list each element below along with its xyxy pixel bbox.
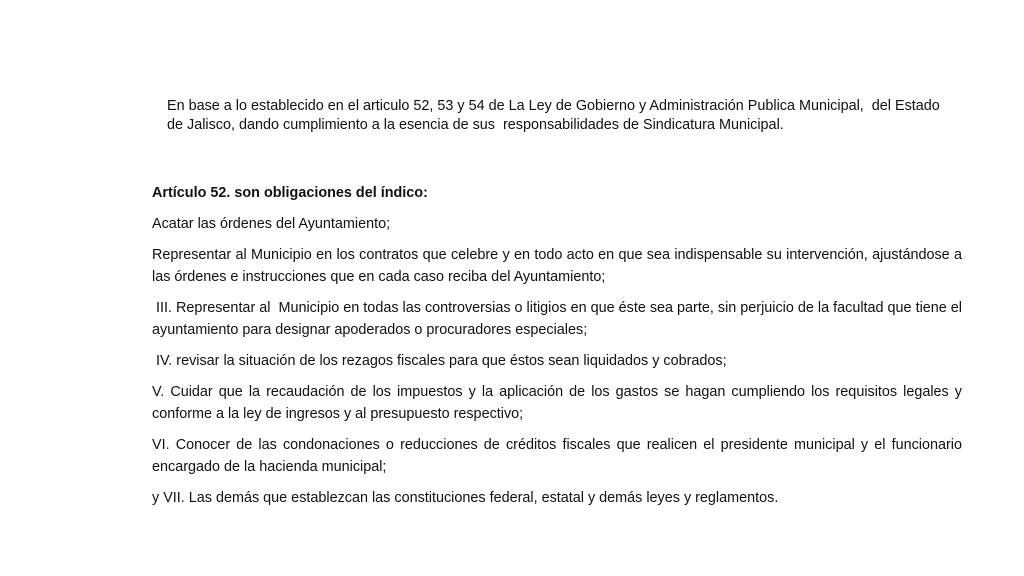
article-paragraph: y VII. Las demás que establezcan las constituciones federal, estatal y demás leyes y reglamentos. — [152, 490, 779, 506]
article-paragraph: Representar al Municipio en los contratos que celebre y en todo acto en que sea indispensable su intervención, ajustándose a las órdenes e instrucciones que en cada caso reciba del Ayuntamiento; — [152, 247, 966, 285]
article-paragraph: VI. Conocer de las condonaciones o reducciones de créditos fiscales que realicen el presidente municipal y el funcionario encargado de la hacienda municipal; — [152, 437, 966, 475]
intro-paragraph: En base a lo establecido en el articulo 52, 53 y 54 de La Ley de Gobierno y Administración Publica Municipal, del Estado de Jalisco, dando cumplimiento a la esencia de sus responsabilidades de Sindicatura Municipal. — [167, 98, 944, 133]
article-paragraph: IV. revisar la situación de los rezagos fiscales para que éstos sean liquidados y cobrados; — [152, 353, 727, 369]
article-section — [152, 182, 967, 518]
article-paragraph: Acatar las órdenes del Ayuntamiento; — [152, 216, 391, 232]
article-paragraph: V. Cuidar que la recaudación de los impuestos y la aplicación de los gastos se hagan cumpliendo los requisitos legales y conforme a la ley de ingresos y al presupuesto respectivo; — [152, 384, 966, 422]
article-heading: Artículo 52. son obligaciones del índico: — [152, 185, 428, 201]
article-paragraph: III. Representar al Municipio en todas las controversias o litigios en que éste sea parte, sin perjuicio de la facultad que tiene el ayuntamiento para designar apoderados o procuradores especiales; — [152, 300, 967, 338]
